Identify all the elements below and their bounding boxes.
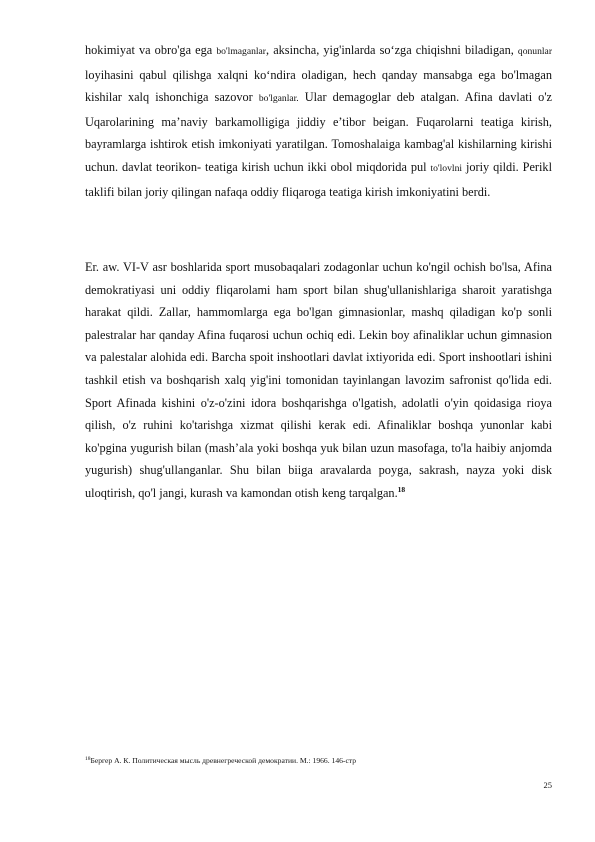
paragraph-1-text-a: hokimiyat va obro'ga ega <box>85 43 217 57</box>
footnote-marker: 18 <box>85 756 91 762</box>
paragraph-1-text-c: loyihasini qabul qilishga xalqni ko‘ndira oladigan, hech qanday mansabga ega bo'lmagan kishilar xalq ishonchiga sazovor <box>85 67 552 105</box>
paragraph-1 <box>85 39 552 203</box>
page-number: 25 <box>543 780 552 790</box>
paragraph-2 <box>85 256 552 505</box>
paragraph-1-small-word-1: bo'lmaganlar <box>216 46 267 57</box>
paragraph-2-text: Er. aw. VI-V asr boshlarida sport musobaqalari zodagonlar uchun ko'ngil ochish bo'lsa, Afina demokratiyasi uni oddiy fliqarolami ham sport bilan shug'ullanishlariga sharoit yaratishga harakat qildi. Zallar, hammomlarga ega bo'lgan gimnasionlar, mashq qiladigan ko'p sonli palestralar har qanday Afina fuqarosi uchun ochiq edi. Lekin boy afinaliklar uchun gimnasion va palestalar alohida edi. Barcha spoit inshootlari davlat ixtiyorida edi. Sport inshootlari ishini tashkil etish va boshqarish xalq yig'ini tomonidan tayinlangan lavozim safronist qo'lida edi. Sport Afinada kishini o'z-o'zini idora boshqarishga o'lgatish, adolatli o'yin qoidasiga rioya qilish, o'z ruhini ko'tarishga xizmat qilishi kerak edi. Afinaliklar boshqa yunonlar kabi ko'pgina yugurish bilan (mash’ala yoki boshqa yuk bilan uzun masofaga, to'la haibiy anjomda yugurish) shug'ullanganlar. Shu bilan biiga aravalarda poyga, sakrash, nayza yoki disk uloqtirish, qo'l jangi, kurash va kamondan otish keng tarqalgan. <box>85 260 552 500</box>
paragraph-1-small-word-4: to'lovlni <box>430 162 463 174</box>
paragraph-1-text-b: , aksincha, yig'inlarda so‘zga chiqishni biladigan, <box>266 43 518 57</box>
paragraph-1-small-word-3: bo'lganlar. <box>258 93 299 105</box>
paragraph-1-text-e: joriy qildi. Perikl taklifi bilan joriy qilingan nafaqa oddiy fliqaroga teatiga kirish imkoniyatini berdi. <box>85 159 552 199</box>
paragraph-1-small-word-2: qonunlar <box>517 46 553 57</box>
paragraph-1-text-d: Ular demagoglar deb atalgan. Afina davlati o'z Uqarolarining ma’naviy barkamolligiga jiddiy e’tibor beigan. Fuqarolarni teatiga kirish, bayramlarga ishtirok etish imkoniyati yaratilgan. Tomoshalaiga kambag'al kishilarning kirishi uchun. davlat teorikon- teatiga kirish uchun ikki obol miqdorida pul <box>85 90 552 174</box>
footnote-reference[interactable]: 18 <box>397 484 406 494</box>
footnote-text: Бергер А. К. Политическая мысль древнегреческой демократии. М.: 1966. 146-стр <box>90 756 357 765</box>
footnote <box>85 755 385 767</box>
